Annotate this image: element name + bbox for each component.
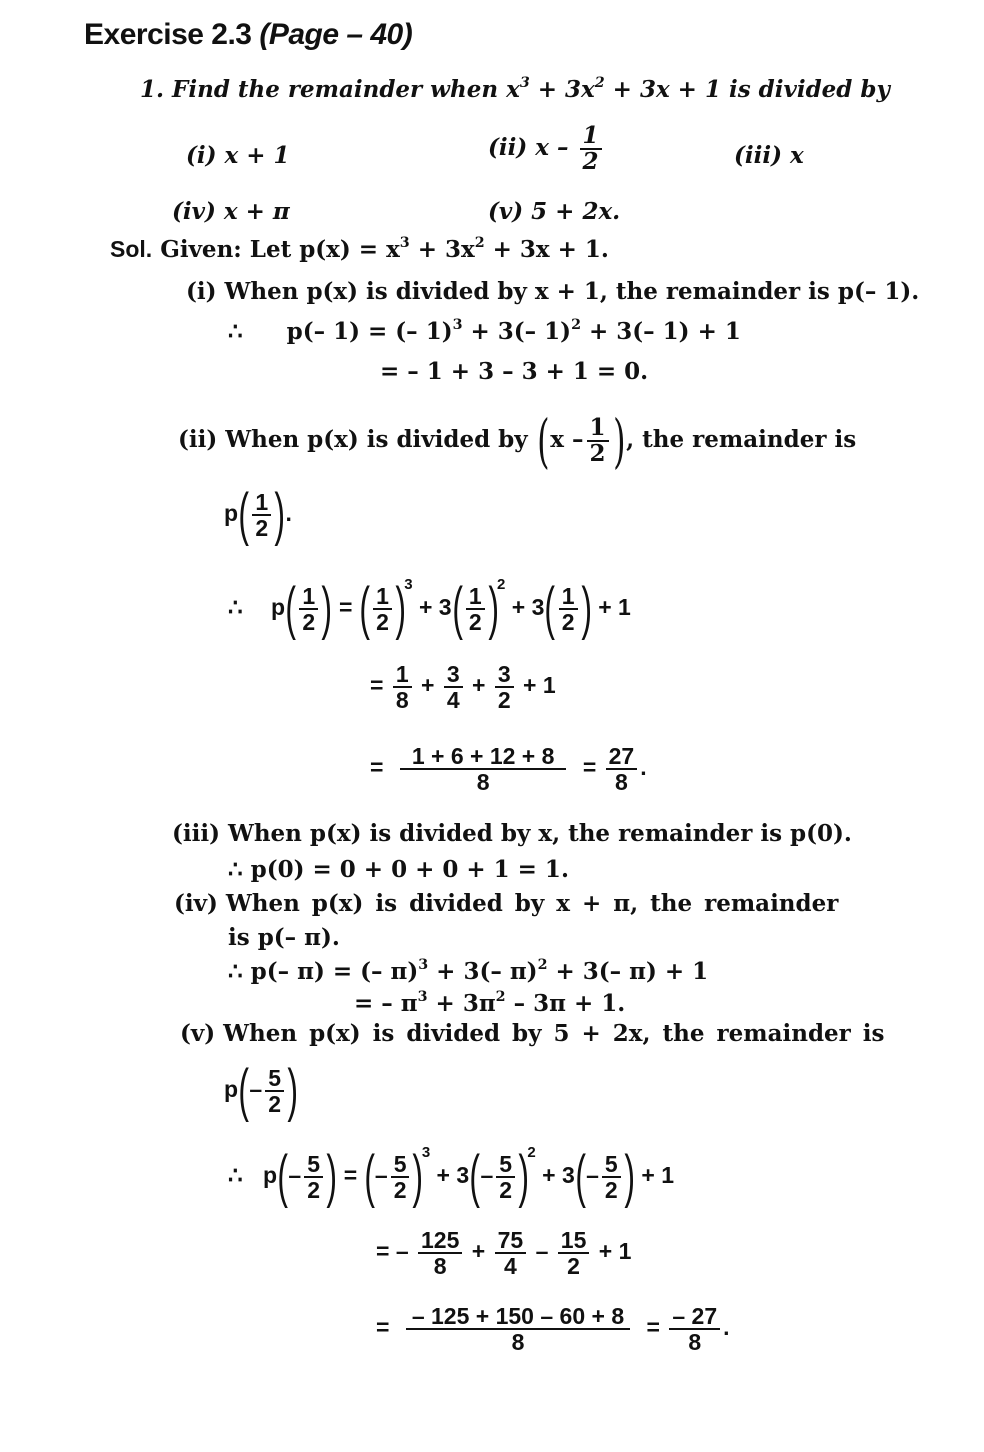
part-i-line1: ∴ p(– 1) = (– 1)$^3$ + 3(– 1)$^2$ + 3(– 1) + 1 (228, 317, 741, 345)
part-v-eq2: = – $\frac{125}{8}$ + $\frac{75}{4}$ – $\frac{15}{2}$ + 1 (376, 1227, 632, 1280)
exercise-page: (Page – 40) (259, 18, 413, 51)
exercise-title: Exercise 2.3 (84, 18, 252, 51)
part-i-text: (i) When p(x) is divided by x + 1, the remainder is p(– 1). (186, 278, 920, 305)
part-iv-text2: is p(– π). (228, 924, 340, 951)
part-i-line2: = – 1 + 3 – 3 + 1 = 0. (380, 358, 649, 385)
part-iv-line1: ∴ p(– π) = (– π)$^3$ + 3(– π)$^2$ + 3(– π) + 1 (228, 957, 709, 985)
exercise-heading (84, 18, 412, 52)
option-v: (v) 5 + 2x. (488, 198, 621, 225)
part-ii-eq1: ∴ p( $\frac{1}{2}$ ) = ( $\frac{1}{2}$ )$^3$ + 3( $\frac{1}{2}$ )$^2$ + 3( $\frac{1}{2}$ ) + 1 (228, 576, 631, 641)
part-ii-p-half: p( $\frac{1}{2}$ ). (224, 482, 292, 547)
part-ii-eq2: = $\frac{1}{8}$ + $\frac{3}{4}$ + $\frac{3}{2}$ + 1 (370, 661, 556, 714)
question-line: 1. Find the remainder when $x^3 + 3x^2 + 3x + 1$ is divided by (140, 75, 890, 103)
part-iii-line: ∴ p(0) = 0 + 0 + 0 + 1 = 1. (228, 856, 569, 883)
part-v-eq3: = $\frac{- 125 + 150 - 60 + 8}{8}$ = $\frac{- 27}{8}$ . (376, 1303, 730, 1356)
solution-given: Sol. Given: Let $p(x) = x^3 + 3x^2 + 3x + 1$. (110, 235, 609, 263)
part-ii-eq3: = $\frac{1 + 6 + 12 + 8}{8}$ = $\frac{27}{8}$ . (370, 743, 647, 796)
part-iv-text: (iv) When p(x) is divided by x + π, the remainder (174, 890, 839, 917)
option-i: (i) x + 1 (186, 142, 290, 169)
part-v-p-neg-five-half: p(– $\frac{5}{2}$ ) (224, 1058, 298, 1123)
part-v-eq1: ∴ p(– $\frac{5}{2}$ ) = (– $\frac{5}{2}$ )$^3$ + 3(– $\frac{5}{2}$ )$^2$ + 3(– $\frac{5}{2}$ ) + 1 (228, 1144, 675, 1209)
option-iv: (iv) x + π (172, 198, 290, 225)
part-v-text: (v) When p(x) is divided by 5 + 2x, the remainder is (180, 1020, 885, 1047)
question-number: 1. (140, 76, 165, 103)
question-text: Find the remainder when (172, 76, 499, 103)
part-ii-text: (ii) When p(x) is divided by (x – $\frac{1}{2}$ ), the remainder is (178, 407, 857, 475)
option-iii: (iii) x (734, 142, 804, 169)
solution-label: Sol. (110, 236, 153, 262)
option-ii: (ii) x – $\frac{1}{2}$ (488, 124, 605, 174)
part-iii-text: (iii) When p(x) is divided by x, the remainder is p(0). (172, 820, 852, 847)
part-iv-line2: = – $\pi^3 + 3\pi^2 - 3\pi + 1$. (354, 989, 626, 1017)
